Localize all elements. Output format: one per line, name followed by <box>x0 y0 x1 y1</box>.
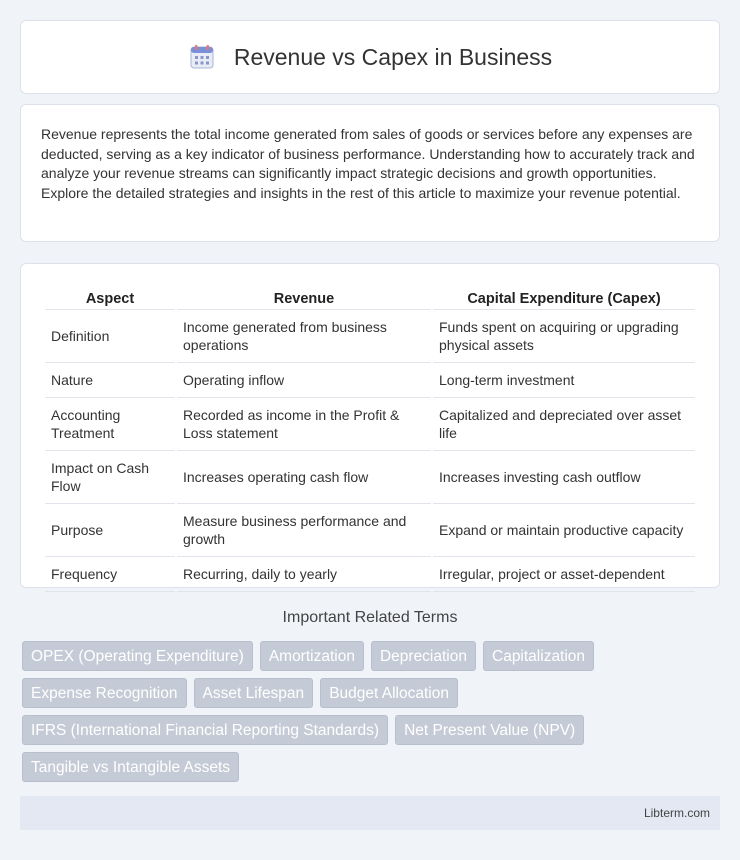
table-cell: Operating inflow <box>177 363 431 398</box>
intro-text: Revenue represents the total income generated from sales of goods or services before any expenses are deducted, serving as a key indicator of business performance. Understanding how to accurately track and analyze your revenue streams can significantly impact strategic decisions and growth opportunities. Explore the detailed strategies and insights in the rest of this article to maximize your revenue potential. <box>41 126 695 201</box>
table-header-row <box>45 284 695 310</box>
tag-expense-recognition[interactable]: Expense Recognition <box>22 678 187 708</box>
page-title: Revenue vs Capex in Business <box>233 43 553 70</box>
table-cell: Funds spent on acquiring or upgrading physical assets <box>433 310 695 363</box>
table-cell: Income generated from business operations <box>177 310 431 363</box>
table-cell: Increases investing cash outflow <box>433 451 695 504</box>
tag-opex[interactable]: OPEX (Operating Expenditure) <box>22 641 253 671</box>
tag-budget-allocation[interactable]: Budget Allocation <box>320 678 458 708</box>
column-header-revenue: Revenue <box>177 284 431 310</box>
table-cell: Definition <box>45 310 175 363</box>
table-cell: Recurring, daily to yearly <box>177 557 431 592</box>
intro-card <box>20 104 720 242</box>
table-row <box>45 310 695 363</box>
tag-capitalization[interactable]: Capitalization <box>483 641 594 671</box>
table-row <box>45 504 695 557</box>
table-cell: Long-term investment <box>433 363 695 398</box>
comparison-table <box>43 284 697 592</box>
footer-link[interactable]: Libterm.com <box>643 806 710 820</box>
tag-amortization[interactable]: Amortization <box>260 641 364 671</box>
comparison-card <box>20 263 720 588</box>
related-terms-title: Important Related Terms <box>282 609 458 626</box>
calendar-icon <box>188 43 216 71</box>
column-header-aspect: Aspect <box>45 284 175 310</box>
footer <box>20 796 720 830</box>
table-row <box>45 398 695 451</box>
header-card <box>20 20 720 94</box>
tag-npv[interactable]: Net Present Value (NPV) <box>395 715 584 745</box>
tag-tangible-vs-intangible[interactable]: Tangible vs Intangible Assets <box>22 752 239 782</box>
tag-ifrs[interactable]: IFRS (International Financial Reporting Standards) <box>22 715 388 745</box>
table-cell: Capitalized and depreciated over asset life <box>433 398 695 451</box>
tag-asset-lifespan[interactable]: Asset Lifespan <box>194 678 314 708</box>
table-cell: Measure business performance and growth <box>177 504 431 557</box>
table-cell: Irregular, project or asset-dependent <box>433 557 695 592</box>
table-cell: Increases operating cash flow <box>177 451 431 504</box>
tag-depreciation[interactable]: Depreciation <box>371 641 476 671</box>
column-header-capex: Capital Expenditure (Capex) <box>433 284 695 310</box>
table-row <box>45 557 695 592</box>
table-cell: Impact on Cash Flow <box>45 451 175 504</box>
table-row <box>45 363 695 398</box>
table-cell: Purpose <box>45 504 175 557</box>
table-cell: Recorded as income in the Profit & Loss statement <box>177 398 431 451</box>
table-cell: Frequency <box>45 557 175 592</box>
table-cell: Nature <box>45 363 175 398</box>
table-cell: Expand or maintain productive capacity <box>433 504 695 557</box>
related-terms-list <box>22 641 722 782</box>
table-cell: Accounting Treatment <box>45 398 175 451</box>
table-row <box>45 451 695 504</box>
